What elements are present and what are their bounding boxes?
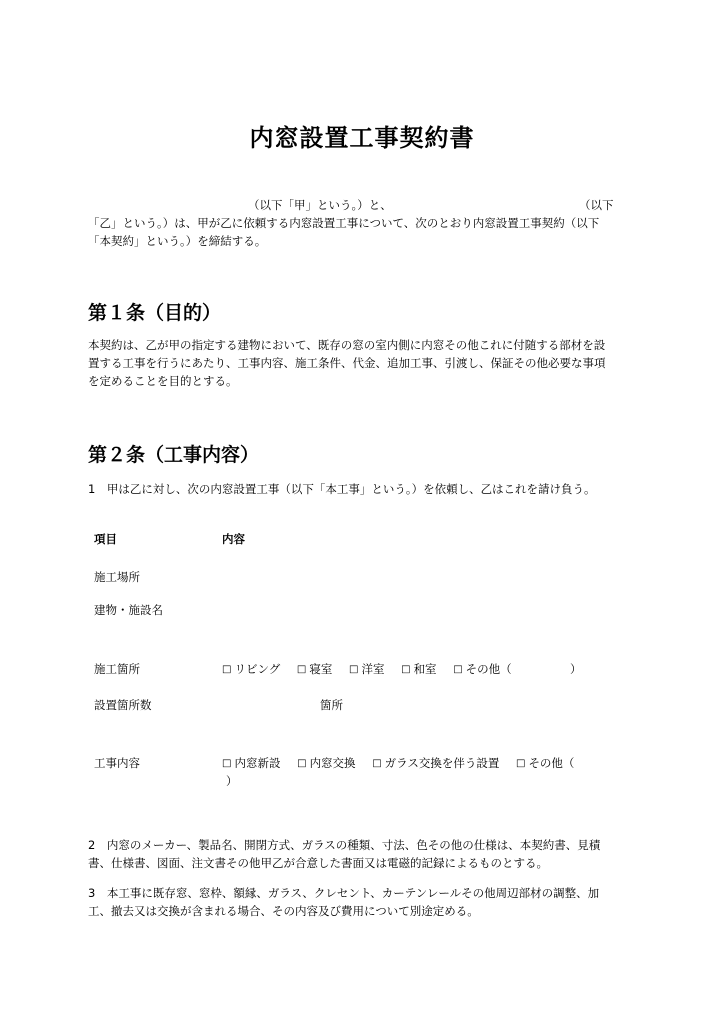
option-label-other: その他（ bbox=[465, 662, 512, 676]
option-label: 内窓新設 bbox=[234, 756, 281, 770]
article-2-clause-1 bbox=[88, 480, 636, 498]
option-label: リビング bbox=[234, 662, 281, 676]
option-label: ガラス交換を伴う設置 bbox=[384, 756, 500, 770]
checkbox-option[interactable] bbox=[372, 755, 499, 771]
article-1-body bbox=[88, 336, 636, 390]
intro-paragraph bbox=[88, 196, 636, 250]
option-label: 寝室 bbox=[309, 662, 333, 676]
option-label: 洋室 bbox=[361, 662, 385, 676]
clause-2-line: 書、仕様書、図面、注文書その他甲乙が合意した書面又は電磁的記録によるものとする。 bbox=[88, 856, 548, 870]
checkbox-icon: □ bbox=[222, 664, 232, 675]
checkbox-option[interactable] bbox=[401, 661, 436, 677]
checkbox-icon: □ bbox=[372, 758, 382, 769]
checkbox-option[interactable] bbox=[222, 755, 280, 771]
article-2-heading: 第２条（工事内容） bbox=[88, 444, 260, 466]
checkbox-icon: □ bbox=[453, 664, 463, 675]
count-unit: 箇所 bbox=[320, 698, 343, 712]
location-options bbox=[222, 661, 525, 677]
table-header-content: 内容 bbox=[222, 532, 245, 546]
checkbox-icon: □ bbox=[297, 758, 307, 769]
checkbox-icon: □ bbox=[349, 664, 359, 675]
table-header-item: 項目 bbox=[94, 532, 117, 546]
checkbox-icon: □ bbox=[515, 758, 526, 769]
intro-party-b-text: （以下 bbox=[579, 198, 614, 212]
intro-line-3: 「本契約」という。）を締結する。 bbox=[88, 234, 267, 248]
row-label-count: 設置箇所数 bbox=[94, 698, 152, 712]
checkbox-option[interactable] bbox=[297, 661, 332, 677]
option-label: 内窓交換 bbox=[309, 756, 356, 770]
checkbox-option[interactable] bbox=[349, 661, 384, 677]
checkbox-icon: □ bbox=[296, 664, 307, 675]
article-1-line: を定めることを目的とする。 bbox=[88, 374, 238, 388]
checkbox-option[interactable] bbox=[222, 661, 280, 677]
checkbox-option[interactable] bbox=[297, 755, 355, 771]
article-1-heading: 第１条（目的） bbox=[88, 302, 222, 324]
intro-line-2: 「乙」という。）は、甲が乙に依頼する内窓設置工事について、次のとおり内窓設置工事契約（以下 bbox=[88, 216, 600, 230]
article-2-clause-2 bbox=[88, 836, 636, 872]
document-title: 内窓設置工事契約書 bbox=[249, 124, 475, 152]
row-label-work: 工事内容 bbox=[94, 756, 140, 770]
work-other-close: ） bbox=[226, 774, 238, 788]
option-label: 和室 bbox=[413, 662, 437, 676]
option-label-other: その他（ bbox=[528, 756, 575, 770]
checkbox-icon: □ bbox=[222, 758, 232, 769]
row-label-location: 施工箇所 bbox=[94, 662, 140, 676]
clause-3-line: 工、撤去又は交換が含まれる場合、その内容及び費用について別途定める。 bbox=[88, 904, 479, 918]
checkbox-option-other[interactable] bbox=[453, 661, 511, 677]
clause-3-line: 3 本工事に既存窓、窓枠、額縁、ガラス、クレセント、カーテンレールその他周辺部材の調整、加 bbox=[88, 886, 600, 900]
intro-party-a-text: （以下「甲」という。）と、 bbox=[248, 198, 392, 212]
article-2-clause-3 bbox=[88, 884, 636, 920]
row-label-site: 施工場所 bbox=[94, 570, 140, 584]
checkbox-option-other[interactable] bbox=[516, 755, 574, 771]
clause-2-line: 2 内窓のメーカー、製品名、開閉方式、ガラスの種類、寸法、色その他の仕様は、本契約書、見積 bbox=[88, 838, 601, 852]
work-options bbox=[222, 755, 587, 771]
checkbox-icon: □ bbox=[401, 664, 411, 675]
row-label-building: 建物・施設名 bbox=[94, 603, 163, 617]
clause-1-text: 1 甲は乙に対し、次の内窓設置工事（以下「本工事」という。）を依頼し、乙はこれを請け負う。 bbox=[88, 482, 596, 496]
article-1-line: 置する工事を行うにあたり、工事内容、施工条件、代金、追加工事、引渡し、保証その他必要な事項 bbox=[88, 356, 606, 370]
article-1-line: 本契約は、乙が甲の指定する建物において、既存の窓の室内側に内窓その他これに付随する部材を設 bbox=[88, 338, 606, 352]
intro-line-1 bbox=[88, 196, 636, 214]
location-other-close: ） bbox=[570, 662, 582, 676]
